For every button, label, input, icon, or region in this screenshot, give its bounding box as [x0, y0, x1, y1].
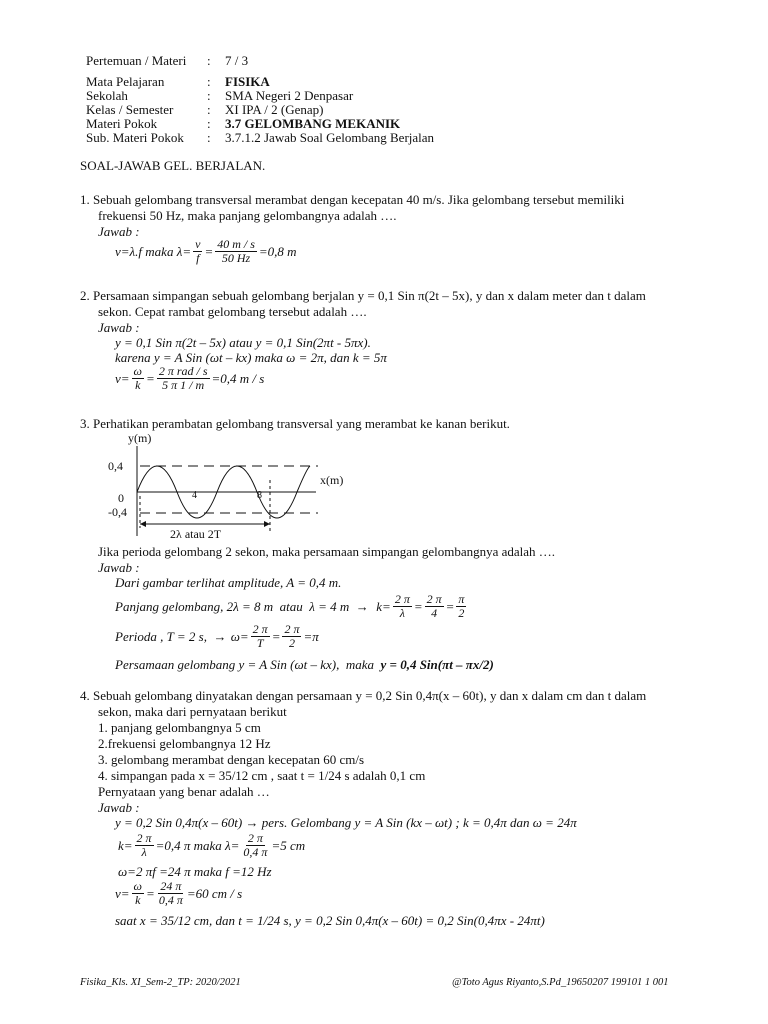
header-colon: : — [207, 116, 211, 131]
q2-eq-result: =0,4 m / s — [211, 371, 265, 386]
q2-answer-line2: karena y = A Sin (ωt – kx) maka ω = 2π, dan k = 5π — [115, 350, 387, 365]
header-value-meeting: 7 / 3 — [225, 53, 249, 68]
header-value-school: SMA Negeri 2 Denpasar — [225, 88, 354, 103]
q3-period-text: Perioda , T = 2 s, → — [115, 629, 230, 644]
header-value-subtopic: 3.7.1.2 Jawab Soal Gelombang Berjalan — [225, 130, 435, 145]
q4-text-line1: 4. Sebuah gelombang dinyatakan dengan persamaan y = 0,2 Sin 0,4π(x – 60t), y dan x dalam cm dan t dalam — [80, 688, 647, 703]
header-value-subject: FISIKA — [225, 74, 270, 89]
header-value-topic: 3.7 GELOMBANG MEKANIK — [225, 116, 401, 131]
q2-text-line1: 2. Persamaan simpangan sebuah gelombang berjalan y = 0,1 Sin π(2t – 5x), y dan x dalam meter dan t dalam — [80, 288, 646, 303]
header-colon: : — [207, 88, 211, 103]
footer-left: Fisika_Kls. XI_Sem-2_TP: 2020/2021 — [80, 977, 241, 988]
q4-v-fraction-2: $\frac{24 \pi}{0,4 \pi}$ — [158, 879, 183, 907]
q4-answer-line1: y = 0,2 Sin 0,4π(x – 60t) → pers. Gelombang y = A Sin (kx – ωt) ; k = 0,4π dan ω = 24π — [115, 815, 577, 830]
q4-answer-label: Jawab : — [98, 800, 140, 815]
q3-omega-result: =π — [303, 629, 319, 644]
q3-answer-line1: Dari gambar terlihat amplitude, A = 0,4 m. — [115, 575, 342, 590]
header-colon: : — [207, 53, 211, 68]
q4-statement-3: 3. gelombang merambat dengan kecepatan 60 cm/s — [98, 752, 365, 767]
q3-k-fraction-3: $\frac{\pi}{2}$ — [458, 592, 465, 620]
q4-k-fraction-2: $\frac{2 \pi}{0,4 \pi}$ — [243, 831, 268, 859]
y-axis-label: y(m) — [128, 431, 152, 445]
q4-v-text: v= — [115, 886, 130, 901]
q4-k-text: k= — [118, 838, 133, 853]
header-label-class: Kelas / Semester — [86, 102, 174, 117]
q3-final-text: Persamaan gelombang y = A Sin (ωt – kx), maka — [115, 657, 381, 672]
x-axis-label: x(m) — [320, 473, 344, 487]
span-arrow-head-right — [264, 521, 270, 527]
q1-eq-text: v=λ.f maka λ= — [115, 244, 192, 259]
q1-fraction-2: $\frac{40 m / s}{50 Hz}$ — [217, 237, 255, 265]
q4-omega-equation: ω=2 πf =24 π maka f =12 Hz — [118, 864, 272, 879]
q4-text-line3: Pernyataan yang benar adalah … — [98, 784, 270, 799]
footer-right: @Toto Agus Riyanto,S.Pd_19650207 199101 1 001 — [452, 977, 669, 988]
q4-statement-4: 4. simpangan pada x = 35/12 cm , saat t = 1/24 s adalah 0,1 cm — [98, 768, 426, 783]
q3-k-text: k= — [376, 599, 391, 614]
header-label-subject: Mata Pelajaran — [86, 74, 165, 89]
header-colon: : — [207, 74, 211, 89]
page-title: SOAL-JAWAB GEL. BERJALAN. — [80, 158, 266, 173]
q4-v-sign: = — [146, 886, 155, 901]
tick-label-zero: 0 — [118, 491, 124, 505]
tick-label-top: 0,4 — [108, 459, 123, 473]
q2-answer-line1: y = 0,1 Sin π(2t – 5x) atau y = 0,1 Sin(2πt - 5πx). — [115, 335, 371, 350]
q3-final-equation: y = 0,4 Sin(πt – πx/2) — [380, 657, 494, 672]
point-label-4: 4 — [192, 490, 197, 501]
q4-k-equation — [118, 832, 305, 859]
q4-v-fraction-1: $\frac{\omega}{k}$ — [133, 879, 143, 907]
q3-omega-fraction-2: $\frac{2 \pi}{2}$ — [284, 622, 300, 650]
q2-text-line2: sekon. Cepat rambat gelombang tersebut adalah …. — [98, 304, 367, 319]
q2-eq-text: v= — [115, 371, 130, 386]
q2-fraction-2: $\frac{\text{2 π rad / s}}{5 \pi 1 / m}$ — [158, 364, 208, 392]
header-label-school: Sekolah — [86, 88, 128, 103]
q4-v-result: =60 cm / s — [186, 886, 243, 901]
header-value-class: XI IPA / 2 (Genap) — [225, 102, 324, 117]
q3-k-fraction-1: $\frac{2 \pi}{\lambda}$ — [394, 592, 410, 620]
q4-text-line2: sekon, maka dari pernyataan berikut — [98, 704, 287, 719]
span-label: 2λ atau 2T — [170, 527, 222, 541]
q3-text-line2: Jika perioda gelombang 2 sekon, maka persamaan simpangan gelombangnya adalah …. — [98, 544, 556, 559]
span-arrow-head-left — [140, 521, 146, 527]
q4-v-equation — [115, 880, 242, 907]
q4-answer-last: saat x = 35/12 cm, dan t = 1/24 s, y = 0,2 Sin 0,4π(x – 60t) = 0,2 Sin(0,4πx - 24πt) — [115, 913, 545, 928]
q4-k-fraction-1: $\frac{2 \pi}{\lambda}$ — [136, 831, 152, 859]
q4-k-middle: =0,4 π maka λ= — [155, 838, 240, 853]
q4-statement-2: 2.frekuensi gelombangnya 12 Hz — [98, 736, 271, 751]
point-label-8: 8 — [257, 490, 262, 501]
header-colon: : — [207, 130, 211, 145]
header-label-meeting: Pertemuan / Materi — [86, 53, 187, 68]
q3-wavelength-text: Panjang gelombang, 2λ = 8 m atau λ = 4 m → — [115, 599, 376, 614]
header-colon: : — [207, 102, 211, 117]
q3-k-fraction-2: $\frac{2 \pi}{4}$ — [426, 592, 442, 620]
q1-fraction-1: $\frac{v}{f}$ — [195, 237, 201, 265]
q3-answer-final — [115, 657, 494, 672]
q1-eq-sign: = — [204, 244, 214, 259]
tick-label-bottom: -0,4 — [108, 505, 127, 519]
wave-diagram — [100, 428, 360, 543]
q1-eq-result: =0,8 m — [258, 244, 297, 259]
q3-wavelength-line: Panjang gelombang, 2λ = 8 m atau λ = 4 m → k= $\frac{2 \pi}{\lambda}$ = $\frac{2 \pi}{4}$ = $\frac{\pi}{2}$ — [115, 592, 465, 620]
q3-period-line: Perioda , T = 2 s, → ω= $\frac{2 \pi}{T}$ = $\frac{2 \pi}{2}$ =π — [115, 622, 319, 650]
header-label-topic: Materi Pokok — [86, 116, 158, 131]
q1-answer-label: Jawab : — [98, 224, 140, 239]
q3-answer-label: Jawab : — [98, 560, 140, 575]
q2-answer-label: Jawab : — [98, 320, 140, 335]
q4-k-result: =5 cm — [271, 838, 306, 853]
q4-statement-1: 1. panjang gelombangnya 5 cm — [98, 720, 261, 735]
q2-eq-sign: = — [146, 371, 155, 386]
q1-text-line1: 1. Sebuah gelombang transversal merambat dengan kecepatan 40 m/s. Jika gelombang tersebut memiliki — [80, 192, 625, 207]
q1-text-line2: frekuensi 50 Hz, maka panjang gelombangnya adalah …. — [98, 208, 397, 223]
q3-omega-text: ω= — [230, 629, 249, 644]
q3-omega-fraction-1: $\frac{2 \pi}{T}$ — [252, 622, 268, 650]
q2-equation — [115, 365, 264, 392]
q1-equation — [115, 238, 297, 265]
q3-text-line1: 3. Perhatikan perambatan gelombang transversal yang merambat ke kanan berikut. — [80, 416, 510, 431]
q2-fraction-1: $\frac{\omega}{k}$ — [133, 364, 143, 392]
header-label-subtopic: Sub. Materi Pokok — [86, 130, 184, 145]
